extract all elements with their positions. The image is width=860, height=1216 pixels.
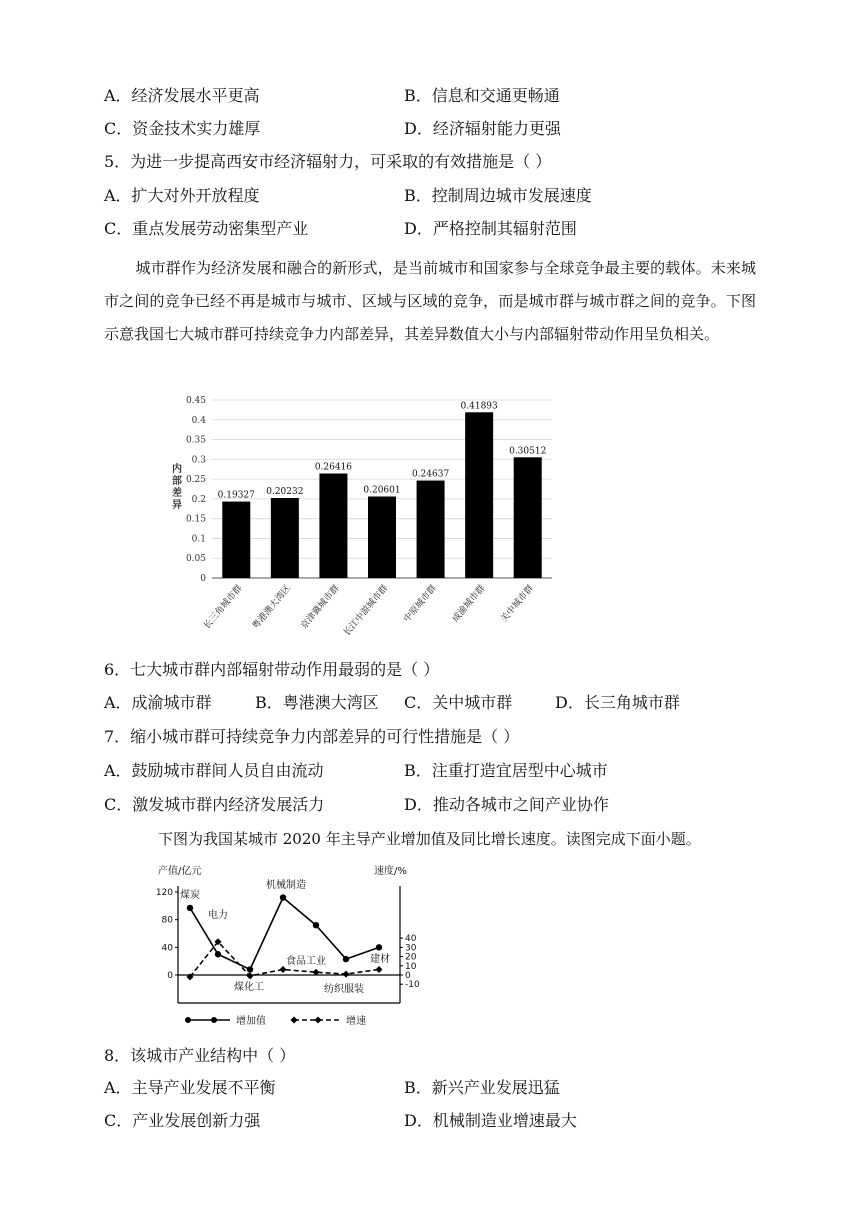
- line-chart-left-tick: 120: [155, 888, 173, 898]
- line-point-value: [280, 894, 286, 900]
- bar-chart-category-label: 长三角城市群: [202, 583, 245, 632]
- q8-option-c: C．产业发展创新力强: [104, 1111, 261, 1130]
- line-series-value: [190, 898, 379, 970]
- bar-chart-data-label: 0.20232: [266, 486, 304, 497]
- line-chart-point-label: 电力: [208, 910, 228, 921]
- bar-chart-ylabel: 内部差异: [172, 464, 182, 511]
- line-point-value: [376, 944, 382, 950]
- line-point-growth: [343, 971, 350, 978]
- bar-chart-category-label: 中原城市群: [402, 583, 439, 625]
- passage-city-clusters: 城市群作为经济发展和融合的新形式，是当前城市和国家参与全球竞争最主要的载体。未来城市之间的竞争已经不再是城市与城市、区域与区域的竞争，而是城市群与城市群之间的竞争。下图示意我国七大城市群可持续竞争力内部差异，其差异数值大小与内部辐射带动作用呈负相关。: [104, 259, 756, 343]
- bar-chart-category-label: 关中城市群: [499, 583, 537, 625]
- line-chart-point-label: 纺织服装: [324, 984, 364, 995]
- line-chart-right-tick: -10: [405, 980, 420, 991]
- line-point-growth: [280, 966, 287, 973]
- q8-option-d: D．机械制造业增速最大: [404, 1111, 577, 1130]
- q4-option-b: B．信息和交通更畅通: [404, 86, 560, 105]
- q6-option-a: A．成渝城市群: [104, 693, 212, 712]
- q5-option-b: B．控制周边城市发展速度: [404, 186, 592, 205]
- q7-option-d: D．推动各城市之间产业协作: [404, 795, 609, 814]
- line-point-growth: [376, 966, 383, 973]
- q5-option-d: D．严格控制其辐射范围: [404, 219, 577, 238]
- bar-chart-ytick: 0: [200, 574, 206, 584]
- legend-value: 增加值: [236, 1016, 266, 1027]
- bar-chart-ytick: 0.4: [191, 415, 206, 426]
- line-chart-left-tick: 80: [161, 915, 173, 926]
- q5-stem: 5．为进一步提高西安市经济辐射力，可采取的有效措施是（ ）: [104, 152, 552, 171]
- q6-stem: 6．七大城市群内部辐射带动作用最弱的是（ ）: [104, 660, 440, 679]
- q6-option-d: D．长三角城市群: [555, 693, 680, 712]
- bar-chart-bar: [514, 457, 542, 578]
- bar-chart-ytick: 0.2: [191, 494, 206, 505]
- line-point-value: [313, 922, 319, 928]
- bar-chart-category-label: 成渝城市群: [450, 583, 488, 625]
- line-chart-point-label: 煤化工: [234, 982, 264, 993]
- bar-chart-category-label: 粤港澳大湾区: [250, 583, 294, 632]
- bar-chart-ytick: 0.45: [185, 396, 206, 406]
- line-chart-left-tick: 0: [167, 971, 173, 981]
- bar-chart-ytick: 0.1: [191, 534, 206, 545]
- bar-chart-bar: [417, 481, 445, 578]
- bar-chart-internal-difference: [160, 390, 580, 640]
- line-series-growth: [190, 942, 379, 977]
- line-chart-point-label: 食品工业: [286, 956, 326, 967]
- bar-chart-data-label: 0.24637: [411, 469, 450, 480]
- q8-stem: 8．该城市产业结构中（ ）: [104, 1046, 296, 1065]
- bar-chart-bar: [271, 498, 299, 578]
- line-chart-left-title: 产值/亿元: [158, 866, 202, 877]
- bar-chart-data-label: 0.19327: [217, 490, 255, 501]
- q8-option-b: B．新兴产业发展迅猛: [404, 1078, 560, 1097]
- q5-option-a: A．扩大对外开放程度: [104, 186, 260, 205]
- q7-option-b: B．注重打造宜居型中心城市: [404, 761, 608, 780]
- q6-option-b: B．粤港澳大湾区: [255, 693, 379, 712]
- line-chart-left-tick: 40: [161, 943, 173, 954]
- q5-option-c: C．重点发展劳动密集型产业: [104, 219, 309, 238]
- bar-chart-ytick: 0.15: [185, 514, 206, 525]
- line-chart-right-tick: 10: [405, 961, 417, 972]
- q4-option-c: C．资金技术实力雄厚: [104, 119, 261, 138]
- q7-option-a: A．鼓励城市群间人员自由流动: [104, 761, 324, 780]
- q7-stem: 7．缩小城市群可持续竞争力内部差异的可行性措施是（ ）: [104, 727, 520, 746]
- q4-option-a: A．经济发展水平更高: [104, 86, 260, 105]
- line-chart-industry: [150, 858, 440, 1033]
- q7-option-c: C．激发城市群内经济发展活力: [104, 795, 325, 814]
- q4-option-d: D．经济辐射能力更强: [404, 119, 561, 138]
- bar-chart-bar: [222, 502, 250, 578]
- line-chart-right-tick: 0: [405, 971, 411, 981]
- line-point-value: [215, 951, 221, 957]
- bar-chart-category-label: 长江中游城市群: [342, 583, 391, 639]
- line-chart-point-label: 建材: [370, 954, 390, 965]
- line-chart-right-tick: 30: [405, 943, 417, 954]
- q8-option-a: A．主导产业发展不平衡: [104, 1078, 276, 1097]
- bar-chart-data-label: 0.26416: [314, 462, 353, 473]
- passage-city-industry: 下图为我国某城市 2020 年主导产业增加值及同比增长速度。读图完成下面小题。: [158, 830, 701, 848]
- line-chart-point-label: 机械制造: [266, 880, 306, 891]
- line-point-value: [343, 956, 349, 962]
- line-chart-right-title: 速度/%: [374, 866, 407, 877]
- bar-chart-bar: [368, 497, 396, 578]
- bar-chart-ytick: 0.25: [185, 475, 206, 486]
- bar-chart-data-label: 0.30512: [509, 446, 547, 457]
- line-point-value: [247, 966, 253, 972]
- bar-chart-bar: [465, 412, 493, 578]
- bar-chart-bar: [319, 474, 347, 578]
- line-chart-point-label: 煤炭: [180, 890, 200, 901]
- bar-chart-data-label: 0.20601: [363, 485, 401, 496]
- bar-chart-ytick: 0.3: [191, 455, 206, 466]
- q6-option-c: C．关中城市群: [404, 693, 513, 712]
- bar-chart-data-label: 0.41893: [460, 401, 498, 412]
- bar-chart-category-label: 京津冀城市群: [299, 583, 342, 632]
- legend-growth: 增速: [346, 1016, 366, 1027]
- line-point-value: [187, 905, 193, 911]
- line-chart-right-tick: 20: [405, 952, 417, 963]
- bar-chart-ytick: 0.35: [185, 435, 206, 446]
- line-chart-right-tick: 40: [405, 934, 417, 945]
- bar-chart-ytick: 0.05: [185, 554, 206, 565]
